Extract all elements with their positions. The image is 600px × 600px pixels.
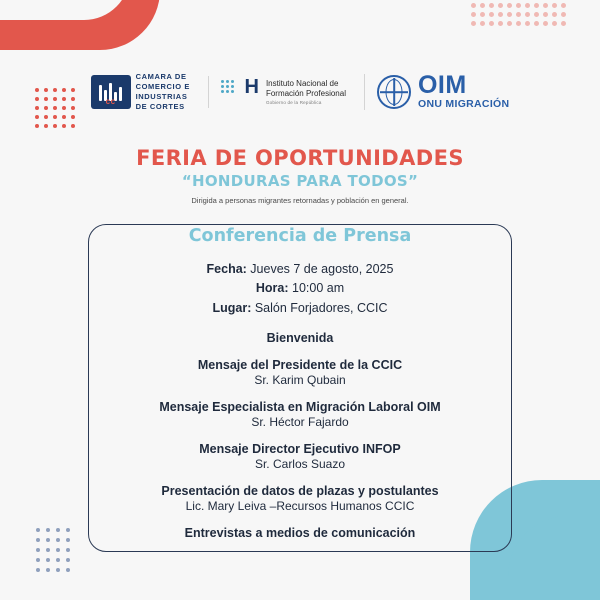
meta-lugar-value: Salón Forjadores, CCIC: [251, 300, 388, 315]
agenda-item: [98, 442, 502, 471]
logo-oim: [364, 71, 510, 111]
decorative-dot: [471, 3, 476, 8]
decorative-dot: [471, 21, 476, 26]
decorative-dot: [71, 124, 75, 128]
decorative-dot: [46, 538, 50, 542]
ccic-line-4: DE CORTES: [135, 102, 185, 112]
decorative-dot: [35, 115, 39, 119]
ccic-line-1: CAMARA DE: [135, 72, 187, 81]
logo-ccic: [91, 72, 190, 113]
agenda-item-heading: Mensaje Director Ejecutivo INFOP: [199, 442, 401, 457]
meta-hora: [98, 279, 502, 298]
decorative-dot: [71, 115, 75, 119]
decorative-dot: [46, 568, 50, 572]
decorative-dot: [507, 3, 512, 8]
decorative-dot: [489, 12, 494, 17]
decorative-dot: [44, 124, 48, 128]
decorative-dot: [56, 548, 60, 552]
decorative-dot: [480, 3, 485, 8]
agenda-item-speaker: Lic. Mary Leiva –Recursos Humanos CCIC: [185, 499, 415, 514]
decorative-dot: [498, 12, 503, 17]
agenda-item-heading: Bienvenida: [266, 331, 334, 346]
decorative-dot: [56, 528, 60, 532]
ccic-logo-icon: [91, 75, 131, 109]
agenda-item: [98, 331, 502, 345]
decoration-top-left-red: [0, 0, 160, 50]
agenda-item: [98, 484, 502, 513]
decorative-dot: [543, 21, 548, 26]
decorative-dot: [552, 21, 557, 26]
decorative-dot: [561, 12, 566, 17]
meta-fecha-value: Jueves 7 de agosto, 2025: [246, 262, 394, 276]
title-block: [0, 146, 600, 205]
oim-sub: ONU MIGRACIÓN: [417, 98, 510, 111]
agenda-item-speaker: Sr. Héctor Fajardo: [251, 415, 349, 430]
oim-name: OIM: [417, 71, 467, 100]
decorative-dot: [231, 85, 234, 88]
decorative-dot: [53, 115, 57, 119]
agenda-item-speaker: Sr. Karim Qubain: [254, 373, 346, 388]
dot-grid-left-bottom: [36, 528, 76, 578]
card-heading: [0, 226, 600, 246]
event-meta: [98, 260, 502, 318]
decorative-dot: [66, 528, 70, 532]
agenda-item: [98, 526, 502, 540]
meta-hora-value: 10:00 am: [288, 281, 345, 296]
agenda-body: [98, 256, 502, 540]
decoration-top-left-white: [0, 0, 130, 20]
meta-lugar-label: Lugar:: [212, 300, 252, 315]
decorative-dot: [226, 80, 229, 83]
decorative-dot: [66, 538, 70, 542]
decorative-dot: [525, 21, 530, 26]
decorative-dot: [46, 528, 50, 532]
decorative-dot: [489, 3, 494, 8]
agenda-item: [98, 358, 502, 387]
decorative-dot: [561, 3, 566, 8]
meta-fecha-label: Fecha:: [206, 262, 247, 276]
decorative-dot: [36, 528, 40, 532]
decorative-dot: [56, 538, 60, 542]
decorative-dot: [36, 558, 40, 562]
infop-logo-text: [266, 79, 346, 106]
card-heading-text: Conferencia de Prensa: [175, 226, 426, 246]
decorative-dot: [534, 21, 539, 26]
decorative-dot: [231, 80, 234, 83]
infop-letter: H: [244, 76, 259, 99]
decorative-dot: [44, 115, 48, 119]
decorative-dot: [66, 568, 70, 572]
decorative-dot: [62, 124, 66, 128]
page-subtitle: “HONDURAS PARA TODOS”: [181, 172, 419, 190]
decorative-dot: [507, 21, 512, 26]
agenda-item: [98, 400, 502, 429]
decorative-dot: [221, 80, 224, 83]
decorative-dot: [498, 3, 503, 8]
logo-infop: [208, 76, 346, 108]
decorative-dot: [552, 12, 557, 17]
decorative-dot: [66, 558, 70, 562]
decorative-dot: [480, 21, 485, 26]
decoration-bottom-right-teal-inner: [508, 516, 600, 600]
decorative-dot: [226, 85, 229, 88]
decorative-dot: [525, 3, 530, 8]
decorative-dot: [561, 21, 566, 26]
decorative-dot: [46, 548, 50, 552]
agenda-item-heading: Mensaje Especialista en Migración Laboral OIM: [159, 400, 441, 415]
decorative-dot: [516, 21, 521, 26]
ccic-logo-text: [136, 72, 190, 113]
decorative-dot: [53, 124, 57, 128]
decorative-dot: [226, 90, 229, 93]
oim-logo-text: [417, 71, 510, 111]
page-note: Dirigida a personas migrantes retornadas y población en general.: [191, 196, 409, 205]
agenda-item-speaker: Sr. Carlos Suazo: [254, 457, 346, 472]
decorative-dot: [471, 12, 476, 17]
decorative-dot: [543, 3, 548, 8]
decorative-dot: [56, 568, 60, 572]
decorative-dot: [534, 3, 539, 8]
infop-line-2: Formación Profesional: [265, 89, 346, 99]
agenda-item-heading: Entrevistas a medios de comunicación: [184, 526, 416, 541]
decorative-dot: [62, 115, 66, 119]
ccic-line-3: INDUSTRIAS: [135, 92, 188, 102]
decorative-dot: [516, 3, 521, 8]
ccic-line-2: COMERCIO E: [135, 82, 190, 92]
decorative-dot: [46, 558, 50, 562]
decorative-dot: [35, 124, 39, 128]
decorative-dot: [36, 548, 40, 552]
decorative-dot: [534, 12, 539, 17]
infop-line-1: Instituto Nacional de: [265, 78, 339, 88]
decorative-dot: [221, 90, 224, 93]
decorative-dot: [489, 21, 494, 26]
meta-fecha: [98, 260, 502, 279]
decorative-dot: [516, 12, 521, 17]
agenda-item-heading: Presentación de datos de plazas y postulantes: [161, 484, 439, 499]
page-title: FERIA DE OPORTUNIDADES: [136, 146, 464, 170]
decorative-dot: [36, 568, 40, 572]
decorative-dot: [543, 12, 548, 17]
decorative-dot: [66, 548, 70, 552]
agenda-item-heading: Mensaje del Presidente de la CCIC: [197, 358, 403, 373]
decorative-dot: [231, 90, 234, 93]
logo-row: [0, 72, 600, 113]
decorative-dot: [36, 538, 40, 542]
dot-grid-top-right: [471, 0, 570, 30]
decorative-dot: [552, 3, 557, 8]
decorative-dot: [480, 12, 485, 17]
decorative-dot: [56, 558, 60, 562]
infop-line-3: Gobierno de la República: [265, 99, 322, 105]
ccic-mark-label: cc: [105, 97, 116, 107]
meta-lugar: [98, 299, 502, 318]
globe-icon: [377, 75, 411, 109]
decorative-dot: [221, 85, 224, 88]
decorative-dot: [498, 21, 503, 26]
decorative-dot: [525, 12, 530, 17]
meta-hora-label: Hora:: [255, 281, 289, 296]
decorative-dot: [507, 12, 512, 17]
infop-logo-icon: [221, 76, 261, 108]
